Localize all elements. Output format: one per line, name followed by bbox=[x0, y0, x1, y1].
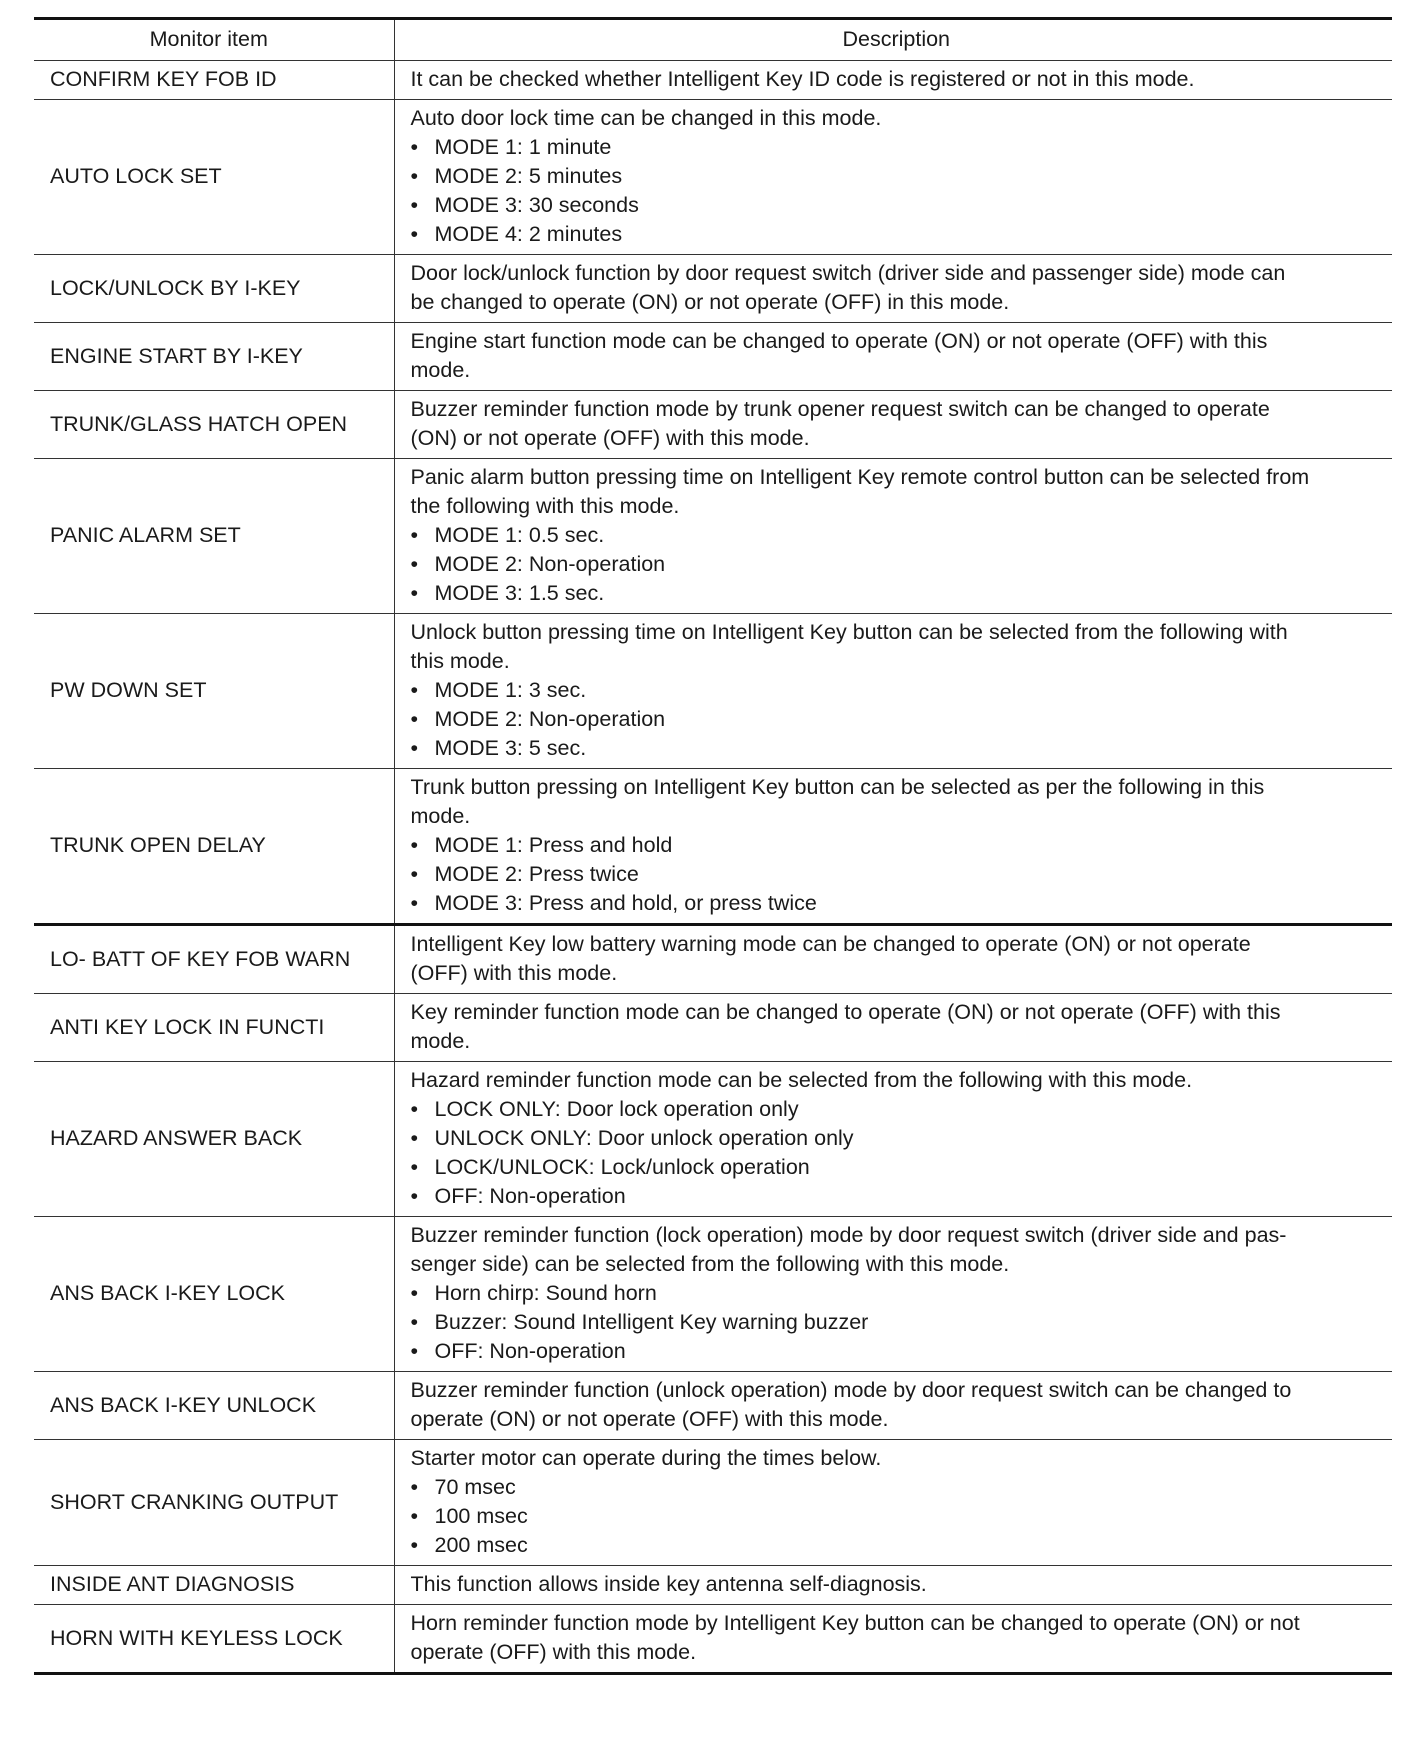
bullet-text: MODE 1: 3 sec. bbox=[434, 678, 587, 702]
bullet-list-item bbox=[411, 1337, 1383, 1366]
table-row bbox=[34, 769, 1392, 925]
bullet-text: MODE 3: 1.5 sec. bbox=[434, 581, 605, 605]
table-row bbox=[34, 100, 1392, 255]
bullet-icon: • bbox=[410, 523, 419, 547]
bullet-text: MODE 1: 0.5 sec. bbox=[434, 523, 605, 547]
monitor-item-cell: CONFIRM KEY FOB ID bbox=[34, 61, 394, 100]
description-text-line: Door lock/unlock function by door request switch (driver side and passenger side) mode can bbox=[410, 261, 1286, 285]
header-monitor-item: Monitor item bbox=[34, 19, 394, 61]
bullet-list-item bbox=[411, 889, 1383, 918]
description-cell bbox=[394, 1566, 1392, 1605]
description-text-line: (ON) or not operate (OFF) with this mode. bbox=[410, 426, 810, 450]
description-cell bbox=[394, 459, 1392, 614]
bullet-icon: • bbox=[410, 1504, 419, 1528]
bullet-list-item bbox=[411, 1124, 1383, 1153]
header-description: Description bbox=[394, 19, 1392, 61]
bullet-list-item bbox=[411, 1473, 1383, 1502]
description-text-line: mode. bbox=[410, 358, 471, 382]
description-cell bbox=[394, 323, 1392, 391]
bullet-list-item bbox=[411, 1308, 1383, 1337]
bullet-text: MODE 3: 5 sec. bbox=[434, 736, 587, 760]
description-text-line: Trunk button pressing on Intelligent Key button can be selected as per the following in this bbox=[410, 775, 1265, 799]
bullet-list-item bbox=[411, 1153, 1383, 1182]
description-text-line: operate (OFF) with this mode. bbox=[410, 1640, 697, 1664]
description-text-line: Buzzer reminder function mode by trunk opener request switch can be changed to operate bbox=[410, 397, 1270, 421]
bullet-text: LOCK/UNLOCK: Lock/unlock operation bbox=[434, 1155, 810, 1179]
bullet-icon: • bbox=[410, 1533, 419, 1557]
monitor-item-cell: ANTI KEY LOCK IN FUNCTI bbox=[34, 994, 394, 1062]
monitor-item-cell: ENGINE START BY I-KEY bbox=[34, 323, 394, 391]
description-text-line: senger side) can be selected from the following with this mode. bbox=[410, 1252, 1010, 1276]
description-cell bbox=[394, 255, 1392, 323]
bullet-icon: • bbox=[410, 891, 419, 915]
bullet-list-item bbox=[411, 220, 1383, 249]
bullet-text: OFF: Non-operation bbox=[434, 1184, 626, 1208]
description-text-line: Engine start function mode can be changed to operate (ON) or not operate (OFF) with this bbox=[410, 329, 1268, 353]
table-row bbox=[34, 1440, 1392, 1566]
description-text-line: Intelligent Key low battery warning mode can be changed to operate (ON) or not operate bbox=[410, 932, 1251, 956]
bullet-list-item bbox=[411, 831, 1383, 860]
description-cell bbox=[394, 100, 1392, 255]
bullet-text: Buzzer: Sound Intelligent Key warning buzzer bbox=[434, 1310, 869, 1334]
description-text-line: mode. bbox=[410, 804, 471, 828]
bullet-list-item bbox=[411, 1531, 1383, 1560]
table-header-row bbox=[34, 19, 1392, 61]
bullet-icon: • bbox=[410, 707, 419, 731]
description-text-line: Starter motor can operate during the times below. bbox=[410, 1446, 882, 1470]
bullet-list-item bbox=[411, 734, 1383, 763]
bullet-icon: • bbox=[410, 1310, 419, 1334]
description-text-line: Auto door lock time can be changed in this mode. bbox=[410, 106, 882, 130]
bullet-icon: • bbox=[410, 862, 419, 886]
table-row bbox=[34, 1566, 1392, 1605]
bullet-text: OFF: Non-operation bbox=[434, 1339, 626, 1363]
description-text-line: this mode. bbox=[410, 649, 510, 673]
bullet-icon: • bbox=[410, 164, 419, 188]
monitor-item-cell: TRUNK OPEN DELAY bbox=[34, 769, 394, 925]
description-text-line: operate (ON) or not operate (OFF) with this mode. bbox=[410, 1407, 889, 1431]
bullet-text: MODE 4: 2 minutes bbox=[434, 222, 623, 246]
bullet-text: MODE 2: Press twice bbox=[434, 862, 639, 886]
description-text-line: (OFF) with this mode. bbox=[410, 961, 618, 985]
bullet-icon: • bbox=[410, 736, 419, 760]
bullet-icon: • bbox=[410, 135, 419, 159]
bullet-icon: • bbox=[410, 678, 419, 702]
bullet-list-item bbox=[411, 550, 1383, 579]
monitor-item-cell: ANS BACK I-KEY LOCK bbox=[34, 1217, 394, 1372]
bullet-icon: • bbox=[410, 1281, 419, 1305]
table-body bbox=[34, 61, 1392, 1674]
bullet-text: 200 msec bbox=[434, 1533, 528, 1557]
description-text-line: Buzzer reminder function (unlock operation) mode by door request switch can be changed to bbox=[410, 1378, 1292, 1402]
bullet-list-item bbox=[411, 191, 1383, 220]
description-text-line: Key reminder function mode can be changed to operate (ON) or not operate (OFF) with this bbox=[410, 1000, 1281, 1024]
monitor-item-cell: ANS BACK I-KEY UNLOCK bbox=[34, 1372, 394, 1440]
table-row bbox=[34, 614, 1392, 769]
bullet-list-item bbox=[411, 860, 1383, 889]
bullet-text: Horn chirp: Sound horn bbox=[434, 1281, 657, 1305]
description-text-line: Buzzer reminder function (lock operation) mode by door request switch (driver side and pas- bbox=[410, 1223, 1287, 1247]
bullet-icon: • bbox=[410, 552, 419, 576]
description-text-line: It can be checked whether Intelligent Key ID code is registered or not in this mode. bbox=[410, 67, 1195, 91]
bullet-list-item bbox=[411, 705, 1383, 734]
description-cell bbox=[394, 1372, 1392, 1440]
monitor-item-cell: LOCK/UNLOCK BY I-KEY bbox=[34, 255, 394, 323]
bullet-icon: • bbox=[410, 1339, 419, 1363]
bullet-list-item bbox=[411, 133, 1383, 162]
bullet-text: 100 msec bbox=[434, 1504, 528, 1528]
monitor-item-cell: HAZARD ANSWER BACK bbox=[34, 1062, 394, 1217]
bullet-list-item bbox=[411, 1502, 1383, 1531]
bullet-list-item bbox=[411, 676, 1383, 705]
bullet-list-item bbox=[411, 1095, 1383, 1124]
bullet-icon: • bbox=[410, 581, 419, 605]
bullet-text: MODE 2: Non-operation bbox=[434, 707, 666, 731]
bullet-icon: • bbox=[410, 1184, 419, 1208]
table-row bbox=[34, 1062, 1392, 1217]
table-row bbox=[34, 1217, 1392, 1372]
description-cell bbox=[394, 769, 1392, 925]
bullet-text: LOCK ONLY: Door lock operation only bbox=[434, 1097, 799, 1121]
description-text-line: This function allows inside key antenna self-diagnosis. bbox=[410, 1572, 927, 1596]
description-cell bbox=[394, 925, 1392, 994]
table-row bbox=[34, 459, 1392, 614]
description-cell bbox=[394, 61, 1392, 100]
bullet-icon: • bbox=[410, 193, 419, 217]
monitor-item-cell: PANIC ALARM SET bbox=[34, 459, 394, 614]
bullet-list-item bbox=[411, 579, 1383, 608]
description-text-line: the following with this mode. bbox=[410, 494, 680, 518]
description-text-line: Unlock button pressing time on Intelligent Key button can be selected from the following with bbox=[410, 620, 1288, 644]
description-text-line: Hazard reminder function mode can be selected from the following with this mode. bbox=[410, 1068, 1193, 1092]
bullet-list-item bbox=[411, 521, 1383, 550]
bullet-text: MODE 3: Press and hold, or press twice bbox=[434, 891, 817, 915]
monitor-item-cell: PW DOWN SET bbox=[34, 614, 394, 769]
bullet-text: MODE 2: 5 minutes bbox=[434, 164, 623, 188]
description-cell bbox=[394, 391, 1392, 459]
bullet-icon: • bbox=[410, 1155, 419, 1179]
description-text-line: Panic alarm button pressing time on Intelligent Key remote control button can be selected from bbox=[410, 465, 1310, 489]
table-row bbox=[34, 323, 1392, 391]
description-cell bbox=[394, 1062, 1392, 1217]
bullet-icon: • bbox=[410, 1475, 419, 1499]
description-text-line: Horn reminder function mode by Intelligent Key button can be changed to operate (ON) or not bbox=[410, 1611, 1300, 1635]
table-row bbox=[34, 925, 1392, 994]
description-cell bbox=[394, 1217, 1392, 1372]
monitor-item-cell: TRUNK/GLASS HATCH OPEN bbox=[34, 391, 394, 459]
table-row bbox=[34, 1372, 1392, 1440]
monitor-item-table bbox=[34, 17, 1392, 1675]
table-row bbox=[34, 255, 1392, 323]
table-row bbox=[34, 1605, 1392, 1674]
bullet-text: UNLOCK ONLY: Door unlock operation only bbox=[434, 1126, 854, 1150]
bullet-text: MODE 1: 1 minute bbox=[434, 135, 612, 159]
table-row bbox=[34, 994, 1392, 1062]
bullet-list-item bbox=[411, 162, 1383, 191]
description-text-line: mode. bbox=[410, 1029, 471, 1053]
bullet-text: MODE 3: 30 seconds bbox=[434, 193, 639, 217]
description-cell bbox=[394, 614, 1392, 769]
monitor-item-cell: AUTO LOCK SET bbox=[34, 100, 394, 255]
bullet-text: MODE 1: Press and hold bbox=[434, 833, 673, 857]
bullet-icon: • bbox=[410, 1097, 419, 1121]
description-cell bbox=[394, 1440, 1392, 1566]
bullet-list-item bbox=[411, 1279, 1383, 1308]
bullet-text: 70 msec bbox=[434, 1475, 516, 1499]
bullet-icon: • bbox=[410, 222, 419, 246]
description-cell bbox=[394, 994, 1392, 1062]
monitor-item-cell: SHORT CRANKING OUTPUT bbox=[34, 1440, 394, 1566]
monitor-item-cell: INSIDE ANT DIAGNOSIS bbox=[34, 1566, 394, 1605]
table-row bbox=[34, 61, 1392, 100]
table-row bbox=[34, 391, 1392, 459]
bullet-icon: • bbox=[410, 1126, 419, 1150]
bullet-list-item bbox=[411, 1182, 1383, 1211]
monitor-item-cell: LO- BATT OF KEY FOB WARN bbox=[34, 925, 394, 994]
description-text-line: be changed to operate (ON) or not operate (OFF) in this mode. bbox=[410, 290, 1010, 314]
bullet-icon: • bbox=[410, 833, 419, 857]
bullet-text: MODE 2: Non-operation bbox=[434, 552, 666, 576]
description-cell bbox=[394, 1605, 1392, 1674]
monitor-item-cell: HORN WITH KEYLESS LOCK bbox=[34, 1605, 394, 1674]
